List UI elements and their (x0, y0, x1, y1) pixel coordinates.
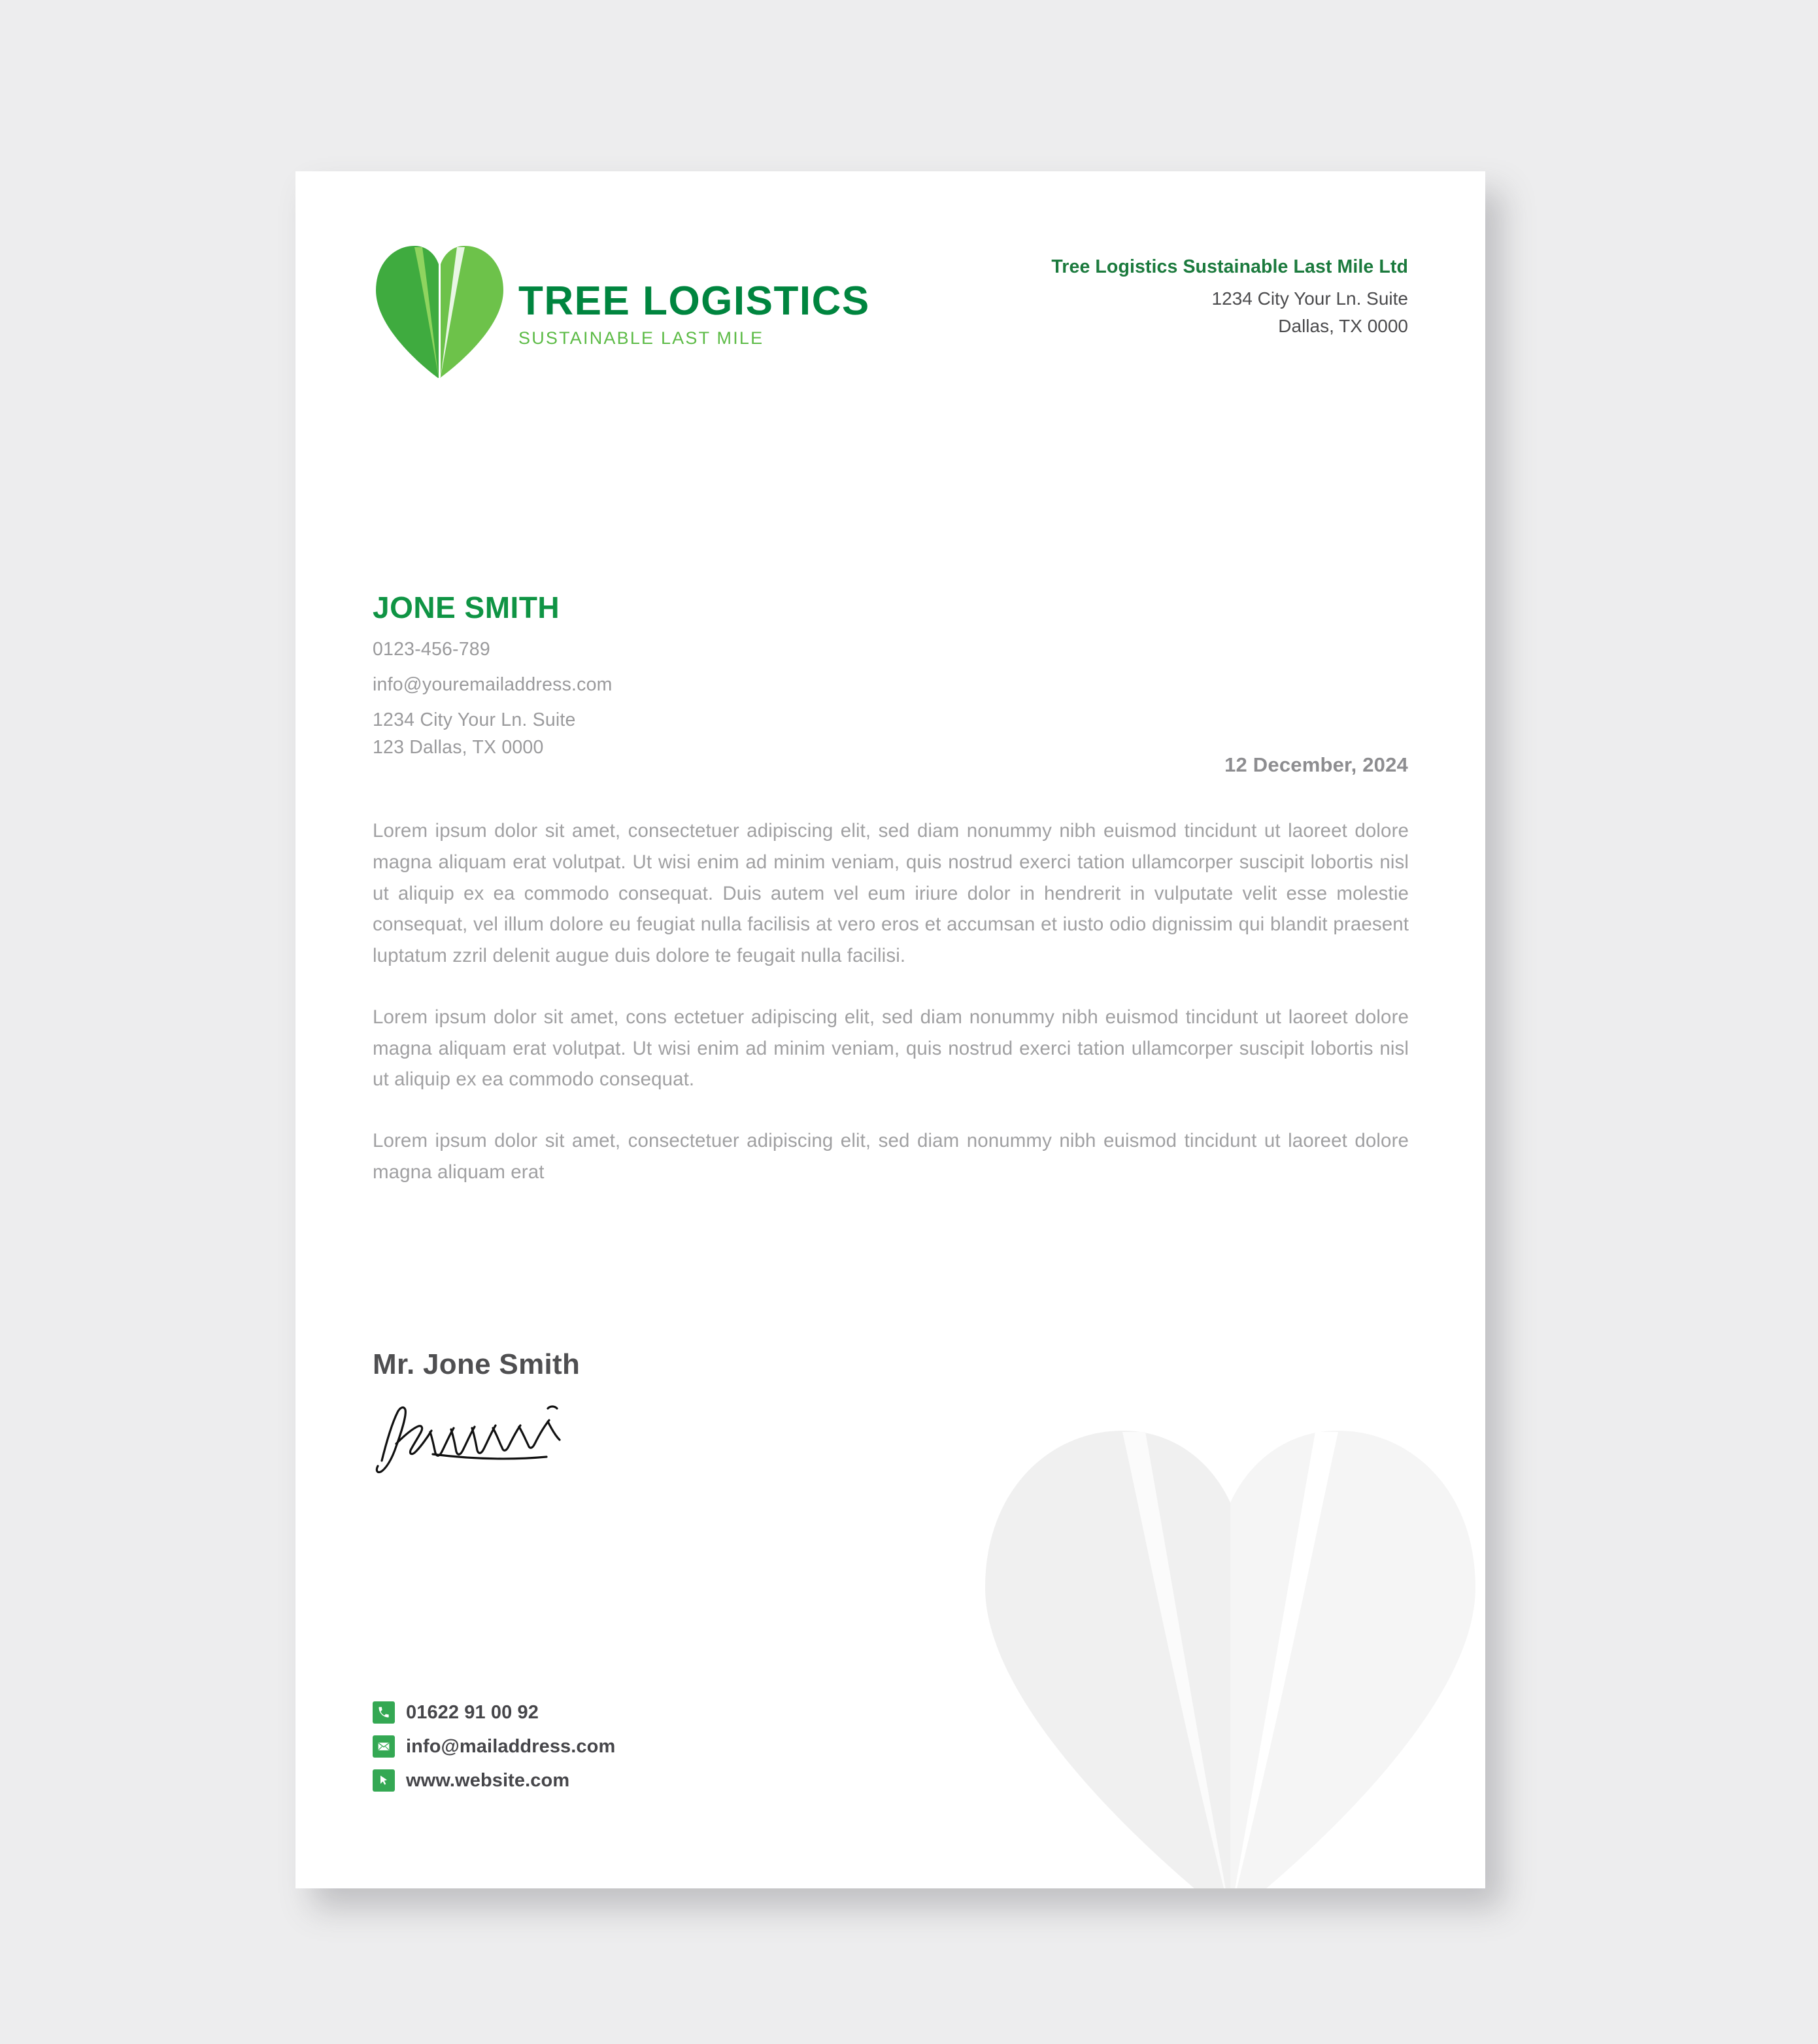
footer-contact-phone[interactable] (373, 1701, 615, 1724)
letterhead-page (295, 171, 1485, 1888)
phone-icon (373, 1701, 395, 1724)
handwritten-signature-icon (373, 1398, 588, 1483)
footer-contact-email[interactable] (373, 1735, 615, 1758)
company-address-line2: Dallas, TX 0000 (1278, 315, 1408, 336)
signer-name: Mr. Jone Smith (373, 1348, 581, 1380)
body-paragraph: Lorem ipsum dolor sit amet, cons ectetuer adipiscing elit, sed diam nonummy nibh euismod tincidunt ut laoreet dolore magna aliquam erat volutpat. Ut wisi enim ad minim veniam, quis nostrud exerci tation ullamcorper suscipit lobortis nisl ut aliquip ex ea commodo consequat. (373, 1006, 1409, 1091)
signature-block (373, 1348, 588, 1486)
brand-logo (373, 242, 870, 381)
brand-wordmark (518, 278, 870, 349)
recipient-address-line1: 1234 City Your Ln. Suite (373, 709, 576, 730)
body-paragraph: Lorem ipsum dolor sit amet, consectetuer adipiscing elit, sed diam nonummy nibh euismod tincidunt ut laoreet dolore magna aliquam erat (373, 1130, 1409, 1184)
footer-email-text: info@mailaddress.com (406, 1735, 616, 1757)
footer-website-text: www.website.com (406, 1769, 570, 1791)
letterhead-header (295, 171, 1485, 394)
brand-title: TREE LOGISTICS (518, 278, 870, 324)
leaf-heart-icon (373, 242, 507, 381)
body-paragraph: Lorem ipsum dolor sit amet, consectetuer adipiscing elit, sed diam nonummy nibh euismod tincidunt ut laoreet dolore magna aliquam erat volutpat. Ut wisi enim ad minim veniam, quis nostrud exerci tation ullamcorper suscipit lobortis nisl ut aliquip ex ea commodo consequat. Duis autem vel eum iriure dolor in hendrerit in vulputate velit esse molestie consequat, vel illum dolore eu feugiat nulla facilisis at vero eros et accumsan et iusto odio dignissim qui blandit praesent luptatum zzril delenit augue duis dolore te feugait nulla facilisi. (373, 820, 1409, 967)
company-address-line1: 1234 City Your Ln. Suite (1211, 288, 1408, 309)
recipient-phone: 0123-456-789 (373, 639, 490, 660)
company-info (1051, 255, 1408, 339)
recipient-name: JONE SMITH (373, 590, 560, 624)
company-name: Tree Logistics Sustainable Last Mile Ltd (1051, 256, 1408, 277)
recipient-email: info@youremailaddress.com (373, 674, 613, 695)
brand-subtitle: SUSTAINABLE LAST MILE (518, 328, 764, 348)
recipient-address-line2: 123 Dallas, TX 0000 (373, 737, 544, 758)
envelope-icon (373, 1735, 395, 1758)
watermark-leaf-heart-icon (949, 1391, 1485, 1888)
letter-body (373, 815, 1409, 1188)
letter-date: 12 December, 2024 (1224, 753, 1408, 776)
cursor-arrow-icon (373, 1769, 395, 1792)
recipient-block (373, 590, 613, 758)
footer-phone-text: 01622 91 00 92 (406, 1701, 539, 1723)
footer-contacts (373, 1701, 615, 1792)
footer-contact-website[interactable] (373, 1769, 615, 1792)
